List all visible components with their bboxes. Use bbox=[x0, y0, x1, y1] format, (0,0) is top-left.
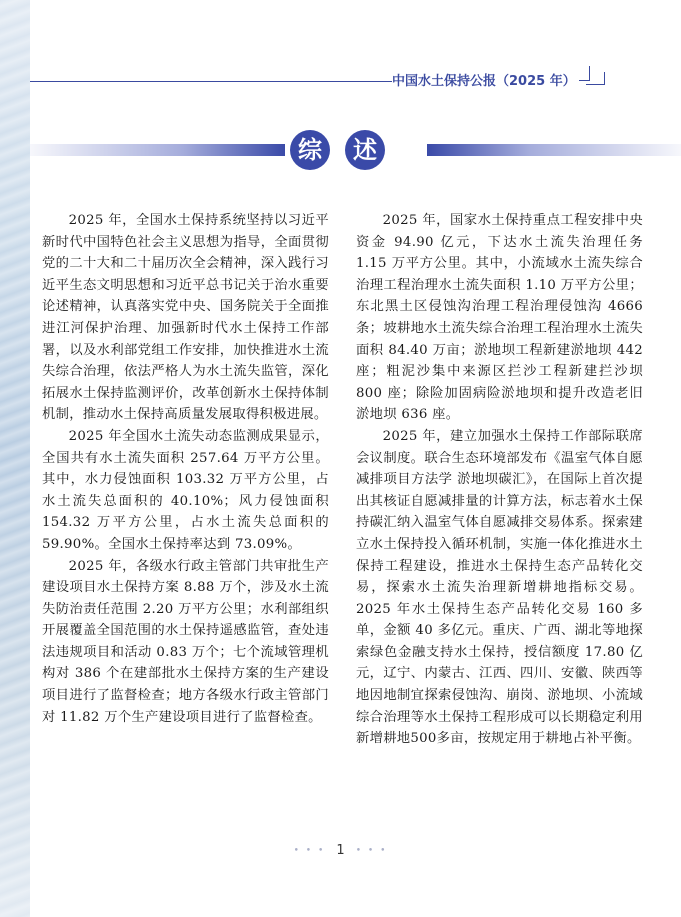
section-title-char-2: 述 bbox=[345, 130, 385, 170]
band-left bbox=[30, 144, 285, 156]
footer-dots-right: • • • bbox=[355, 845, 388, 856]
page-footer bbox=[0, 840, 681, 860]
paragraph: 2025 年，各级水行政主管部门共审批生产建设项目水土保持方案 8.88 万个，涉及水土流失防治责任范围 2.20 万平方公里；水利部组织开展覆盖全国范围的水土保持遥感监管，查处违法违规项目和活动 0.83 万个；七个流域管理机构对 386 个在建部批水土保持方案的生产建设项目进行了监督检查；地方各级水行政主管部门对 11.82 万个生产建设项目进行了监督检查。 bbox=[42, 558, 329, 725]
side-water-photo-strip bbox=[0, 0, 30, 917]
footer-dots-left: • • • bbox=[293, 845, 326, 856]
right-column bbox=[356, 210, 643, 750]
section-title-char-1: 综 bbox=[290, 130, 330, 170]
paragraph: 2025 年，全国水土保持系统坚持以习近平新时代中国特色社会主义思想为指导，全面贯彻党的二十大和二十届历次全会精神，深入践行习近平生态文明思想和习近平总书记关于治水重要论述精神，认真落实党中央、国务院关于全面推进江河保护治理、加强新时代水土保持工作部署，以及水利部党组工作安排，加快推进水土流失综合治理，依法严格人为水土流失监管，深化拓展水土保持监测评价，改革创新水土保持体制机制，推动水土保持高质量发展取得积极进展。 bbox=[42, 213, 329, 423]
paragraph: 2025 年全国水土流失动态监测成果显示，全国共有水土流失面积 257.64 万平方公里。其中，水力侵蚀面积 103.32 万平方公里，占水土流失总面积的 40.10%；风力侵蚀面积 154.32 万平方公里，占水土流失总面积的 59.90%。全国水土保持率达到 73.09%。 bbox=[42, 428, 329, 552]
paragraph: 2025 年，建立加强水土保持工作部际联席会议制度。联合生态环境部发布《温室气体自愿减排项目方法学 淤地坝碳汇》，在国际上首次提出其核证自愿减排量的计算方法，标志着水土保持碳汇纳入温室气体自愿减排交易体系。探索建立水土保持投入循环机制，实施一体化推进水土保持工程建设，推进水土保持生态产品转化交易，探索水土流失治理新增耕地指标交易。2025 年水土保持生态产品转化交易 160 多单，金额 40 多亿元。重庆、广西、湖北等地探索绿色金融支持水土保持，授信额度 17.80 亿元，辽宁、内蒙古、江西、四川、安徽、陕西等地因地制宜探索侵蚀沟、崩岗、淤地坝、小流域综合治理等水土保持工程形成可以长期稳定利用新增耕地500多亩，按规定用于耕地占补平衡。 bbox=[356, 428, 643, 747]
header-rule bbox=[30, 81, 392, 82]
header-bracket-ornament-2 bbox=[586, 72, 605, 85]
band-right bbox=[427, 144, 681, 156]
left-column bbox=[42, 210, 329, 728]
page-number: 1 bbox=[336, 843, 345, 858]
paragraph: 2025 年，国家水土保持重点工程安排中央资金 94.90 亿元，下达水土流失治理任务 1.15 万平方公里。其中，小流域水土流失综合治理工程治理水土流失面积 1.10 万平方公里；东北黑土区侵蚀沟治理工程治理侵蚀沟 4666 条；坡耕地水土流失综合治理工程治理水土流失面积 84.40 万亩；淤地坝工程新建淤地坝 442 座；粗泥沙集中来源区拦沙工程新建拦沙坝 800 座；除险加固病险淤地坝和提升改造老旧淤地坝 636 座。 bbox=[356, 213, 643, 423]
running-header-title: 中国水土保持公报（2025 年） bbox=[392, 74, 576, 89]
